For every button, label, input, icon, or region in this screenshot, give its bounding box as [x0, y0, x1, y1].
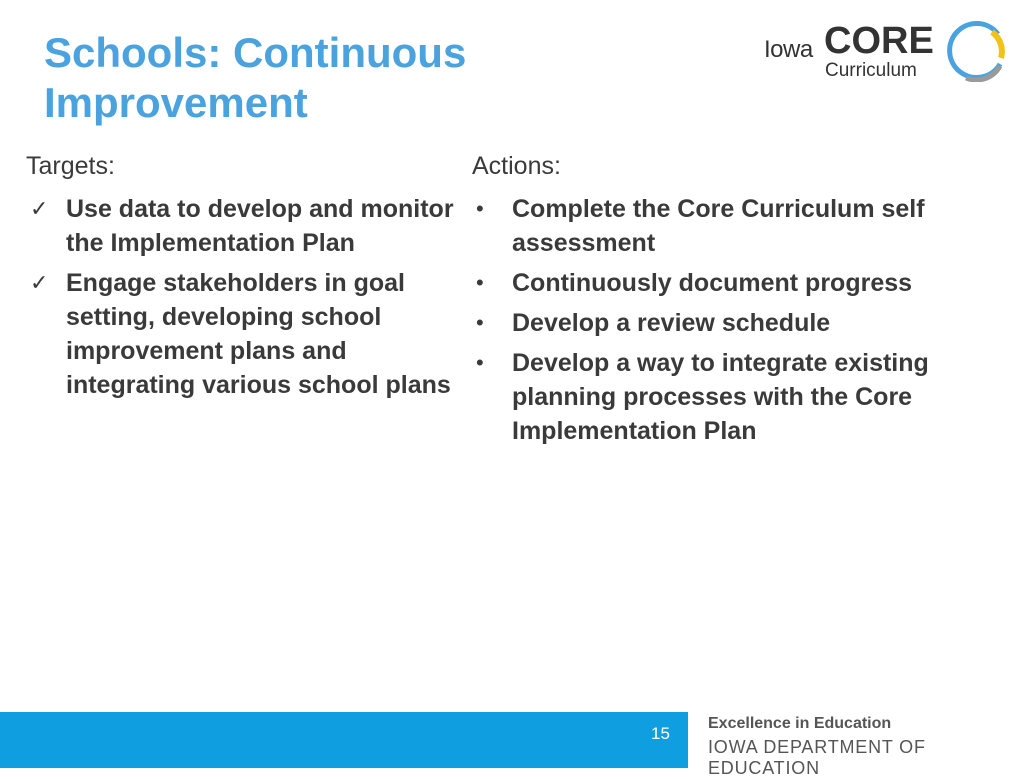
action-item-text: Develop a review schedule [512, 309, 831, 337]
actions-list [472, 192, 942, 448]
targets-column [26, 150, 456, 408]
logo-curriculum-text: Curriculum [825, 60, 917, 81]
bullet-icon: • [476, 350, 484, 375]
bullet-icon: • [476, 310, 484, 335]
list-item [472, 192, 942, 260]
actions-heading: Actions: [472, 152, 561, 180]
logo-ring-icon [946, 20, 1006, 82]
footer-department: IOWA DEPARTMENT OF EDUCATION [708, 737, 926, 778]
targets-list [26, 192, 456, 402]
action-item-text: Develop a way to integrate existing planning processes with the Core Implementation Plan [512, 349, 929, 445]
target-item-text: Use data to develop and monitor the Implementation Plan [66, 195, 454, 257]
page-number: 15 [651, 724, 670, 743]
iowa-core-logo [764, 18, 1014, 88]
slide-title [44, 28, 604, 128]
title-line-1: Schools: Continuous [44, 29, 467, 76]
footer-tagline: Excellence in Education [708, 715, 892, 732]
checkmark-icon: ✓ [30, 196, 49, 221]
target-item-text: Engage stakeholders in goal setting, developing school improvement plans and integrating various school plans [66, 269, 451, 399]
list-item [472, 346, 942, 448]
logo-iowa-text: Iowa [764, 36, 813, 63]
list-item [26, 192, 456, 260]
checkmark-icon: ✓ [30, 270, 49, 295]
bullet-icon: • [476, 270, 484, 295]
list-item [472, 306, 942, 340]
bullet-icon: • [476, 196, 484, 221]
targets-heading: Targets: [26, 152, 115, 180]
action-item-text: Continuously document progress [512, 269, 913, 297]
action-item-text: Complete the Core Curriculum self assessment [512, 195, 925, 257]
list-item [26, 266, 456, 402]
title-line-2: Improvement [44, 79, 308, 126]
footer-bar [0, 712, 688, 768]
actions-column [472, 150, 942, 454]
list-item [472, 266, 942, 300]
logo-core-text: CORE [824, 20, 934, 62]
